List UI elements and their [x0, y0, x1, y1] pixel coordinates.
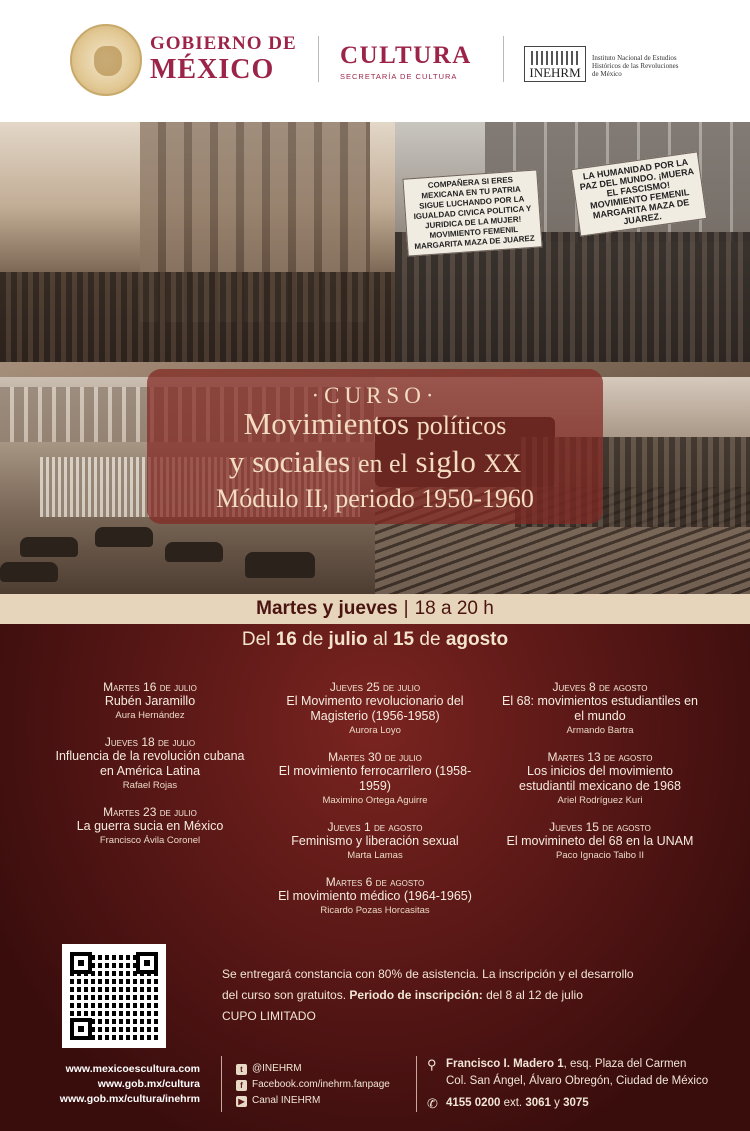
sessions-column-3: [500, 680, 700, 875]
session-item: Jueves 25 de julio El Movimento revolucionario del Magisterio (1956-1958) Aurora Loyo: [286, 680, 464, 736]
twitter-link[interactable]: @INEHRM: [252, 1063, 302, 1074]
protest-banner: COMPAÑERA SI ERES MEXICANA EN TU PATRIA SIGUE LUCHANDO POR LA IGUALDAD CIVICA POLITICA Y JURIDICA DE LA MUJER! MOVIMIENTO FEMENIL MARGARITA MAZA DE JUAREZ: [402, 169, 542, 256]
website-link[interactable]: www.mexicoescultura.com: [65, 1063, 200, 1075]
session-item: Martes 13 de agosto Los inicios del movimiento estudiantil mexicano de 1968 Ariel Rodríguez Kuri: [519, 750, 681, 806]
youtube-icon: ▶: [236, 1096, 247, 1107]
cultura-logo: CULTURA: [340, 42, 472, 69]
website-links: [20, 1062, 200, 1107]
youtube-link[interactable]: Canal INEHRM: [252, 1095, 321, 1106]
program-body: [0, 624, 750, 1131]
curso-label: ·CURSO·: [311, 383, 439, 408]
session-item: Jueves 18 de julio Influencia de la revolución cubana en América Latina Rafael Rojas: [55, 735, 245, 791]
header: [0, 0, 750, 122]
schedule-bar: Martes y jueves | 18 a 20 h: [0, 594, 750, 624]
photo-collage: [0, 122, 750, 594]
schedule-days: Martes y jueves: [256, 598, 398, 619]
address-block: ⚲ Francisco I. Madero 1, esq. Plaza del Carmen Col. San Ángel, Álvaro Obregón, Ciudad de México ✆ 4155 0200 ext. 3061 y 3075: [427, 1057, 709, 1111]
website-link[interactable]: www.gob.mx/cultura: [97, 1078, 200, 1090]
twitter-icon: t: [236, 1064, 247, 1075]
cultura-subtitle: SECRETARÍA DE CULTURA: [340, 72, 458, 81]
sessions-column-2: [266, 680, 484, 930]
qr-code[interactable]: [62, 944, 166, 1048]
schedule-hours: 18 a 20 h: [414, 598, 494, 619]
title-module: Módulo II, periodo 1950-1960: [216, 484, 534, 513]
facebook-link[interactable]: Facebook.com/inehrm.fanpage: [252, 1079, 390, 1090]
sessions-column-1: [50, 680, 250, 860]
inehrm-logo-text: INEHRM: [529, 65, 581, 80]
title-line2: y sociales en el siglo XX: [228, 444, 522, 479]
footer: [0, 1052, 750, 1131]
gobierno-line1: GOBIERNO DE: [150, 33, 297, 54]
protest-banner: LA HUMANIDAD POR LA PAZ DEL MUNDO. ¡MUERA EL FASCISMO! MOVIMIENTO FEMENIL MARGARITA MAZA DE JUAREZ.: [571, 151, 707, 236]
inehrm-building-icon: [531, 51, 579, 65]
gobierno-line2: MÉXICO: [150, 54, 275, 85]
footer-divider: [221, 1056, 222, 1112]
header-divider: [503, 36, 504, 82]
mexico-seal-icon: [70, 24, 142, 96]
session-item: Martes 16 de julio Rubén Jaramillo Aura Hernández: [103, 680, 197, 721]
website-link[interactable]: www.gob.mx/cultura/inehrm: [59, 1093, 200, 1105]
registration-info: Se entregará constancia con 80% de asistencia. La inscripción y el desarrollo del curso son gratuitos. Periodo de inscripción: del 8 al 12 de julio CUPO LIMITADO: [222, 967, 634, 1023]
session-item: Jueves 8 de agosto El 68: movimientos estudiantiles en el mundo Armando Bartra: [502, 680, 698, 736]
facebook-icon: f: [236, 1080, 247, 1091]
course-dates: Del 16 de julio al 15 de agosto: [241, 629, 509, 650]
inehrm-name: Instituto Nacional de Estudios Históricos de las Revoluciones de México: [592, 54, 679, 78]
session-item: Martes 23 de julio La guerra sucia en México Francisco Ávila Coronel: [76, 805, 224, 846]
photo-soldiers: [0, 122, 400, 362]
session-item: Jueves 15 de agosto El movimineto del 68 en la UNAM Paco Ignacio Taibo II: [506, 820, 694, 861]
footer-divider: [416, 1056, 417, 1112]
header-divider: [318, 36, 319, 82]
inehrm-logo: [524, 46, 586, 82]
session-item: Martes 6 de agosto El movimiento médico (1964-1965) Ricardo Pozas Horcasitas: [278, 875, 472, 916]
map-pin-icon: ⚲: [427, 1057, 437, 1072]
phone-icon: ✆: [427, 1096, 438, 1111]
photo-women-march: [395, 122, 750, 362]
social-links: [236, 1061, 390, 1109]
qr-code-icon: [70, 952, 158, 1040]
course-title-box: [147, 369, 603, 524]
session-item: Martes 30 de julio El movimiento ferrocarrilero (1958-1959) Maximino Ortega Aguirre: [278, 750, 472, 806]
title-line1: Movimientos políticos: [243, 406, 507, 441]
session-item: Jueves 1 de agosto Feminismo y liberación sexual Marta Lamas: [291, 820, 459, 861]
